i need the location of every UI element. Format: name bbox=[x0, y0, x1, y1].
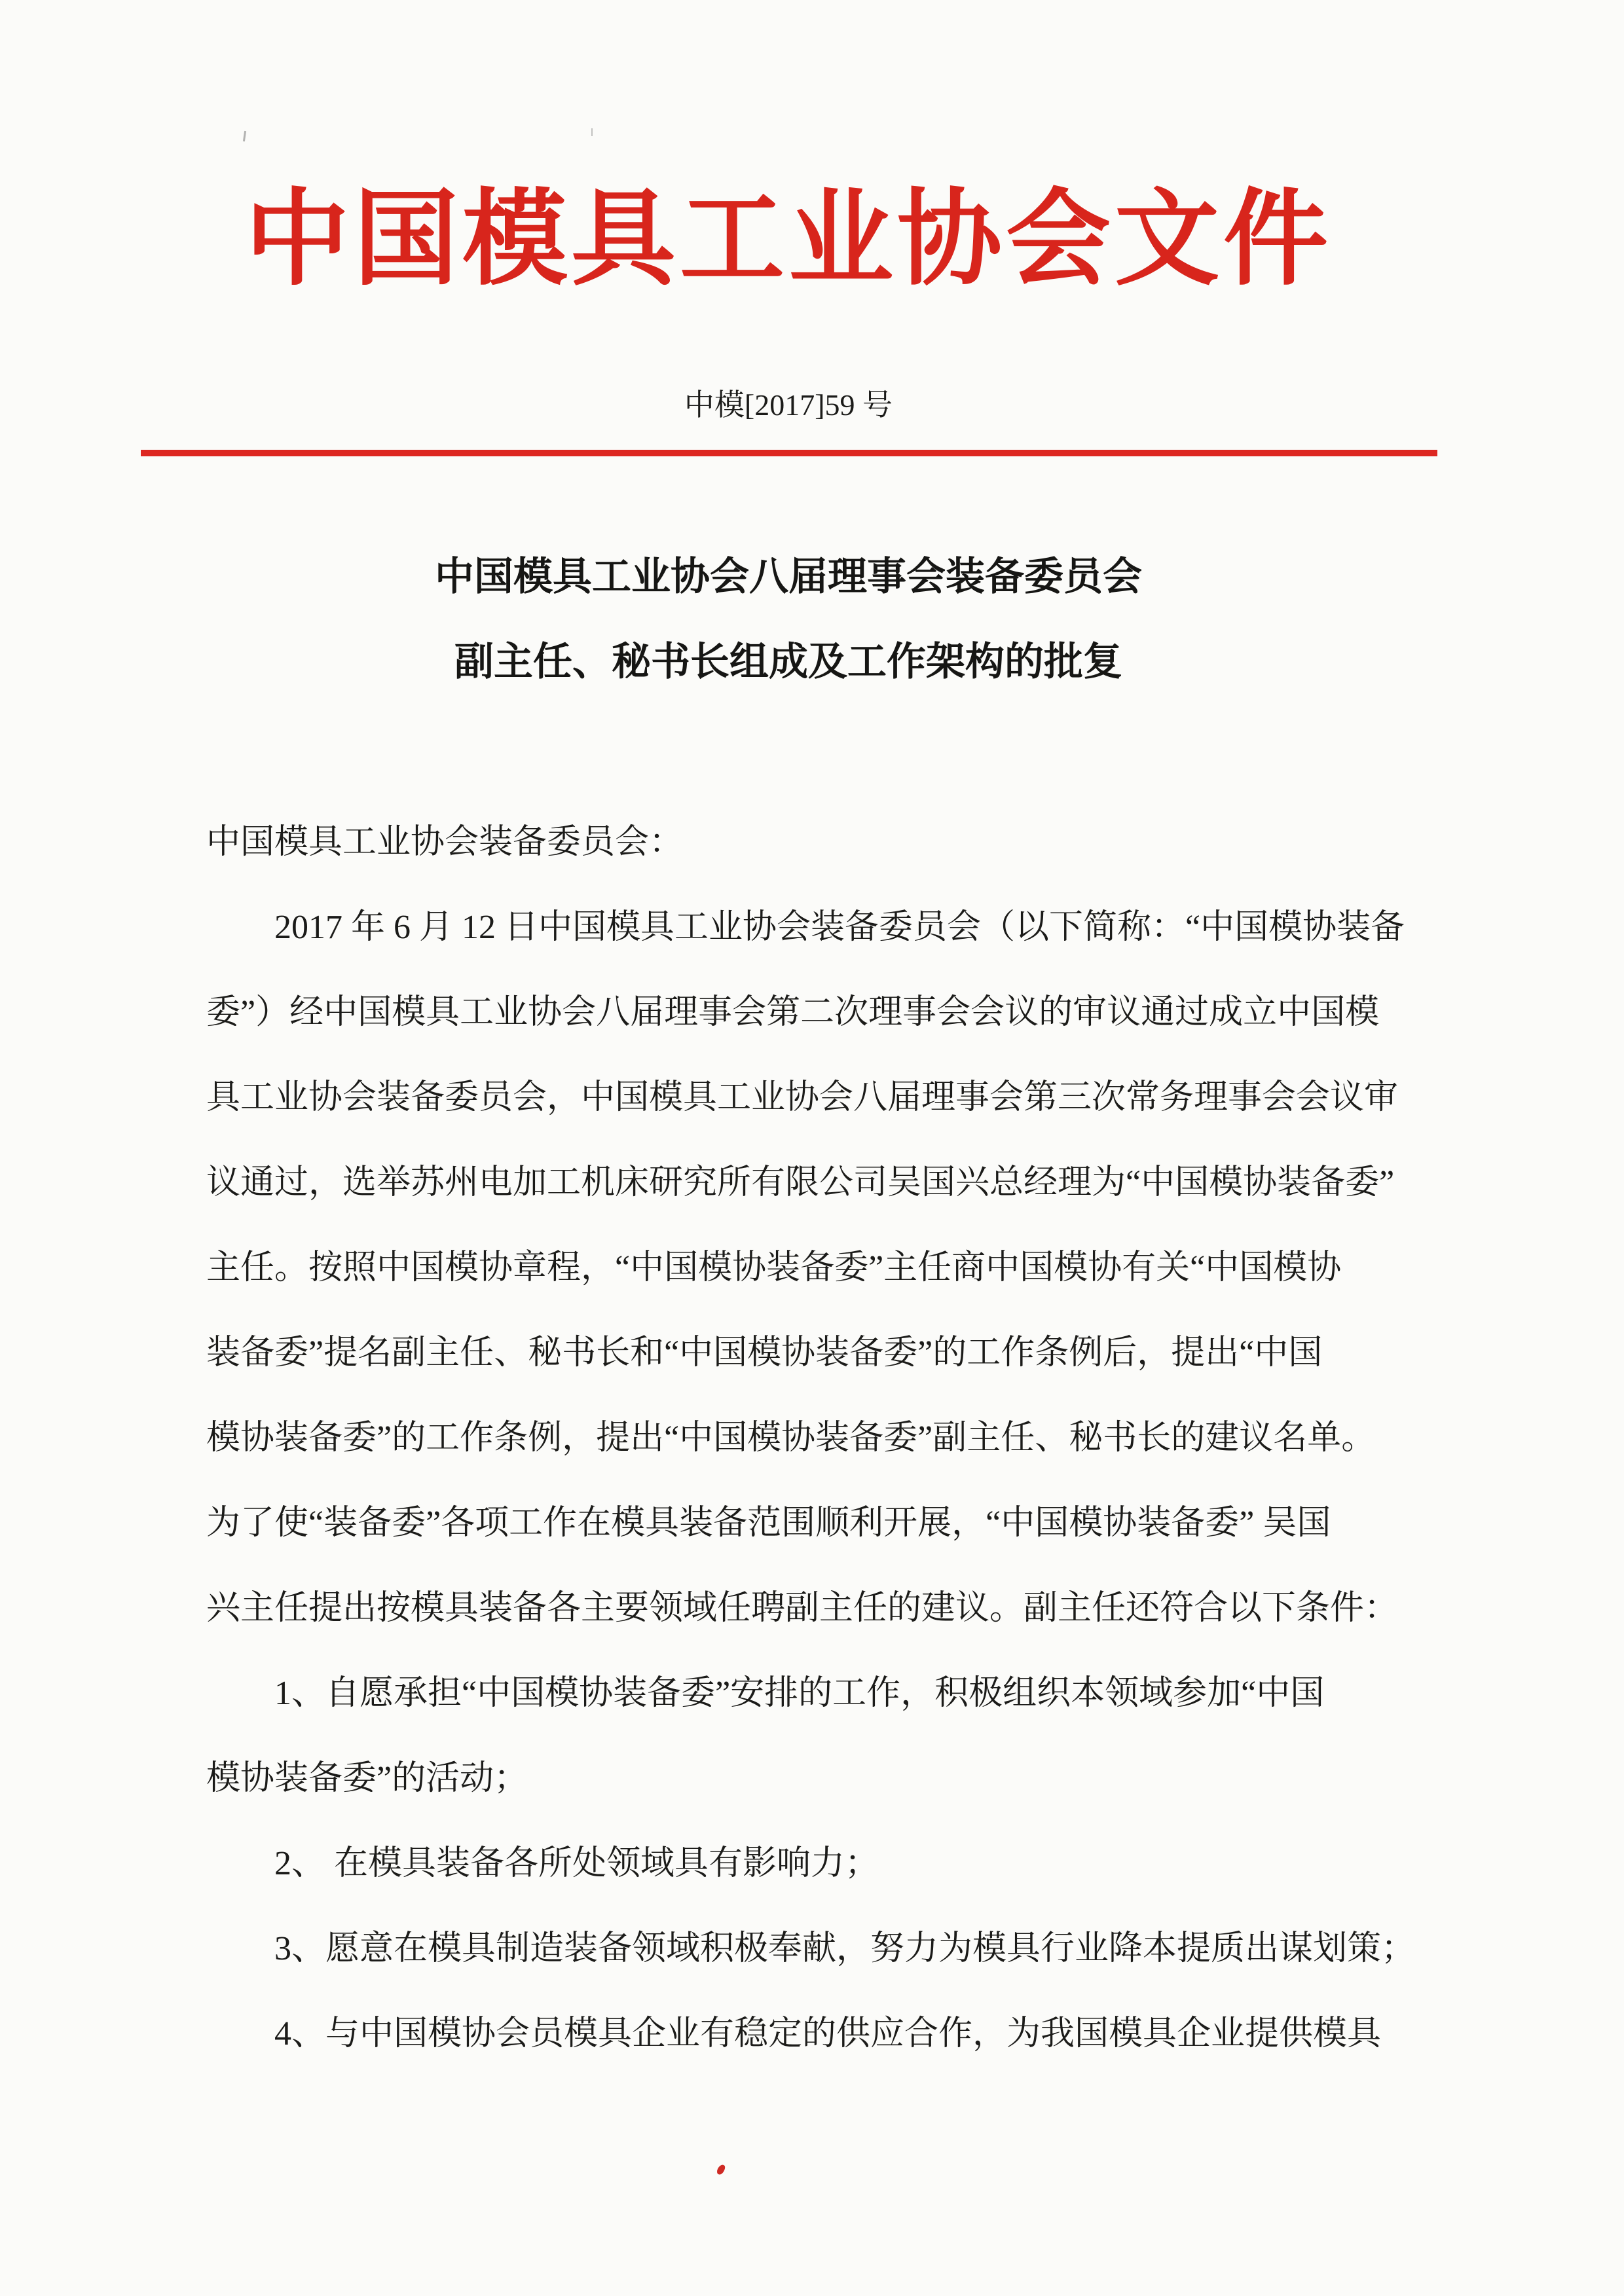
body-line: 模协装备委”的活动； bbox=[206, 1760, 528, 1797]
scan-speck bbox=[243, 131, 246, 141]
body-line: 模协装备委”的工作条例，提出“中国模协装备委”副主任、秘书长的建议名单。 bbox=[206, 1419, 1376, 1457]
doc-title bbox=[206, 555, 1371, 683]
body-line: 4、与中国模协会员模具企业有稳定的供应合作，为我国模具企业提供模具 bbox=[274, 2015, 1382, 2052]
letterhead-title: 中国模具工业协会文件 bbox=[244, 181, 1332, 298]
body-line: 兴主任提出按模具装备各主要领域任聘副主任的建议。副主任还符合以下条件： bbox=[206, 1590, 1399, 1627]
body-line: 为了使“装备委”各项工作在模具装备范围顺利开展，“中国模协装备委” 吴国 bbox=[206, 1504, 1331, 1542]
body-line: 3、愿意在模具制造装备领域积极奉献，努力为模具行业降本提质出谋划策； bbox=[274, 1930, 1416, 1967]
body-line: 委”）经中国模具工业协会八届理事会第二次理事会会议的审议通过成立中国模 bbox=[206, 994, 1380, 1031]
body-line: 装备委”提名副主任、秘书长和“中国模协装备委”的工作条例后，提出“中国 bbox=[206, 1334, 1323, 1372]
body-line: 议通过，选举苏州电加工机床研究所有限公司吴国兴总经理为“中国模协装备委” bbox=[206, 1164, 1395, 1201]
body-line: 具工业协会装备委员会，中国模具工业协会八届理事会第三次常务理事会会议审 bbox=[206, 1079, 1399, 1116]
body-line: 1、自愿承担“中国模协装备委”安排的工作，积极组织本领域参加“中国 bbox=[274, 1675, 1325, 1712]
document-body bbox=[206, 800, 1416, 2077]
scan-speck bbox=[591, 128, 593, 136]
scan-speck-red bbox=[716, 2164, 726, 2176]
doc-title-line2: 副主任、秘书长组成及工作架构的批复 bbox=[454, 640, 1122, 683]
doc-number: 中模[2017]59 号 bbox=[684, 388, 893, 422]
salutation-line: 中国模具工业协会装备委员会： bbox=[206, 824, 684, 861]
doc-title-line1: 中国模具工业协会八届理事会装备委员会 bbox=[435, 555, 1142, 598]
red-divider-line bbox=[141, 450, 1437, 456]
body-line: 2、 在模具装备各所处领域具有影响力； bbox=[274, 1845, 879, 1882]
body-line: 主任。按照中国模协章程，“中国模协装备委”主任商中国模协有关“中国模协 bbox=[206, 1249, 1342, 1286]
body-line: 2017 年 6 月 12 日中国模具工业协会装备委员会（以下简称：“中国模协装备 bbox=[274, 909, 1405, 946]
